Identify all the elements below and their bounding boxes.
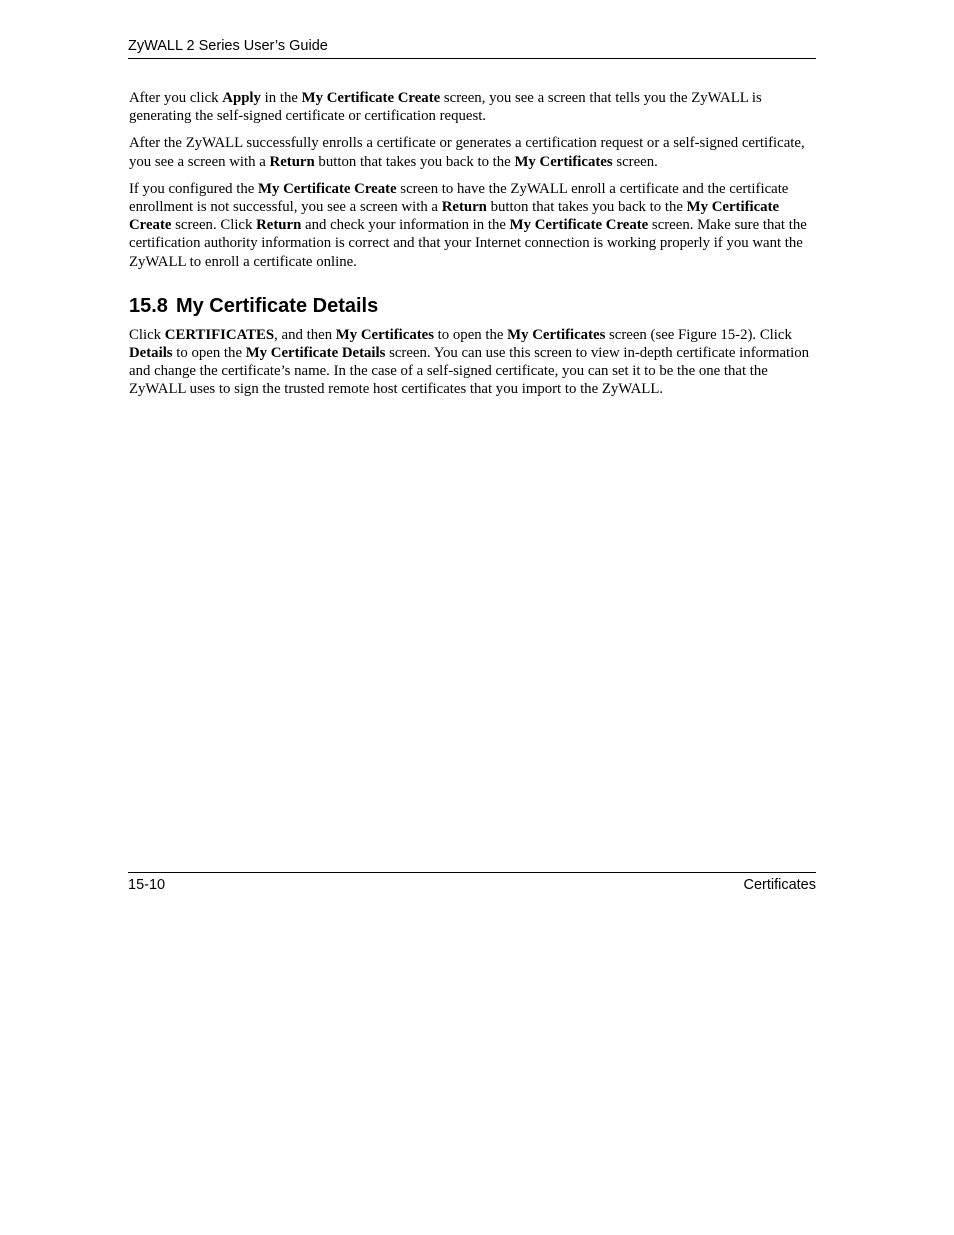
bold-term: My Certificate Create xyxy=(129,199,780,234)
bold-term: My Certificate Create xyxy=(301,90,441,106)
bold-term: Return xyxy=(269,153,315,170)
paragraph-enroll-failure xyxy=(129,180,815,271)
paragraph-apply-result xyxy=(129,89,815,125)
text-run: If you configured the xyxy=(129,180,259,197)
section-title: My Certificate Details xyxy=(175,294,379,317)
header-title: ZyWALL 2 Series User’s Guide xyxy=(128,38,328,54)
text-run: After you click xyxy=(129,90,223,106)
text-run: button that takes you back to the xyxy=(314,153,515,170)
text-run: and check your information in the xyxy=(301,217,510,234)
text-run: screen. Click xyxy=(171,217,257,234)
bold-term: My Certificates xyxy=(514,153,613,170)
bold-term: My Certificate Create xyxy=(509,217,649,234)
page-header xyxy=(128,36,816,59)
bold-term: My Certificate Details xyxy=(245,345,386,362)
bold-term: Return xyxy=(256,217,302,234)
text-run: Click xyxy=(129,326,165,343)
text-run: screen. You can use this screen to view in-depth certificate information and change the certificate’s name. In the case of a self-signed certificate, you can set it to be the one that the ZyWALL uses to sign the trusted remote host certificates that you import to the ZyWALL. xyxy=(129,345,810,398)
text-run: button that takes you back to the xyxy=(486,199,687,216)
text-run: in the xyxy=(260,90,302,106)
paragraph-details-intro xyxy=(129,326,815,399)
bold-term: Return xyxy=(441,199,487,216)
bold-term: CERTIFICATES xyxy=(164,326,275,343)
paragraph-enroll-success xyxy=(129,134,815,170)
section-heading xyxy=(129,294,815,318)
chapter-name: Certificates xyxy=(743,877,816,893)
text-run: screen, you see a screen that tells you the ZyWALL is generating the self-signed certificate or certification request. xyxy=(129,90,762,125)
section-number: 15.8 xyxy=(129,294,168,317)
text-run: screen. xyxy=(612,153,658,170)
text-run: to open the xyxy=(433,326,508,343)
page-footer xyxy=(128,872,816,895)
page-number: 15-10 xyxy=(128,877,166,893)
text-run: screen (see Figure 15-2). Click xyxy=(605,326,792,343)
bold-term: My Certificates xyxy=(335,326,434,343)
text-run: screen. Make sure that the certification authority information is correct and that your Internet connection is working properly if you want the ZyWALL to enroll a certificate online. xyxy=(129,217,807,270)
text-run: , and then xyxy=(274,326,336,343)
bold-term: Details xyxy=(129,345,173,362)
bold-term: My Certificate Create xyxy=(258,180,397,197)
bold-term: My Certificates xyxy=(507,326,606,343)
bold-term: Apply xyxy=(222,90,261,106)
text-run: screen to have the ZyWALL enroll a certificate and the certificate enrollment is not successful, you see a screen with a xyxy=(129,180,789,216)
text-run: to open the xyxy=(172,345,246,362)
page-content xyxy=(129,89,815,408)
text-run: After the ZyWALL successfully enrolls a certificate or generates a certification request or a self-signed certificate, you see a screen with a xyxy=(129,135,805,170)
